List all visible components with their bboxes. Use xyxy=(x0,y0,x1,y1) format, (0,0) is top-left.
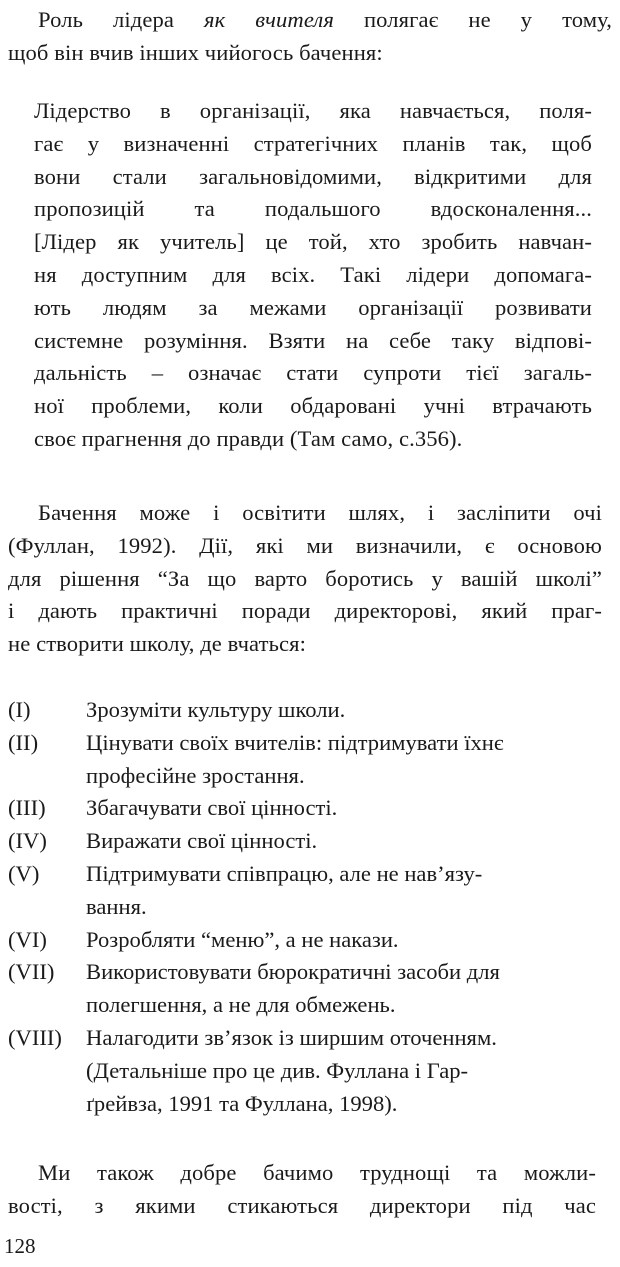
list-item-line: Збагачувати свої цінності. xyxy=(86,795,338,821)
intro-paragraph xyxy=(8,4,612,70)
list-item-number: (IV) xyxy=(8,828,47,854)
list-item-line: Цінувати своїх вчителів: підтримувати їхнє xyxy=(86,729,504,755)
list-item-number: (III) xyxy=(8,795,46,821)
list-item-number: (VII) xyxy=(8,959,55,985)
vision-paragraph xyxy=(8,497,602,661)
quote-line: [Лідер як учитель] це той, хто зробить навчан- xyxy=(34,229,592,255)
quote-line: ють людям за межами організації розвивати xyxy=(34,294,592,320)
list-item xyxy=(8,792,608,825)
quote-line: Лідерство в організації, яка навчається, поля- xyxy=(34,98,592,123)
vision-line: не створити школу, де вчаться: xyxy=(8,631,306,657)
list-item-text xyxy=(86,858,608,924)
intro-line-2: щоб він вчив інших чийогось бачення: xyxy=(8,39,383,65)
intro-line-1 xyxy=(8,4,612,37)
quote-line: дальність – означає стати супроти тієї загаль- xyxy=(34,360,592,386)
outro-line: Ми також добре бачимо труднощі та можли- xyxy=(38,1160,596,1185)
list-item-text xyxy=(86,924,608,957)
list-item-number: (II) xyxy=(8,729,39,755)
list-item-line: Використовувати бюрократичні засоби для xyxy=(86,959,500,985)
list-item-line: професійне зростання. xyxy=(86,762,305,788)
vision-line: (Фуллан, 1992). Дії, які ми визначили, є основою xyxy=(8,532,602,558)
list-item-line: Налагодити зв’язок із ширшим оточенням. xyxy=(86,1024,497,1050)
list-item xyxy=(8,924,608,957)
intro-text: Роль xyxy=(38,7,113,32)
list-item-line: Зрозуміти культуру школи. xyxy=(86,697,346,722)
intro-text: лідера xyxy=(112,7,204,32)
quote-line: гає у визначенні стратегічних планів так, щоб xyxy=(34,130,592,156)
list-item xyxy=(8,825,608,858)
list-item xyxy=(8,727,608,793)
list-item-number: (V) xyxy=(8,860,40,886)
closing-paragraph xyxy=(8,1157,596,1223)
vision-line: Бачення може і освітити шлях, і засліпити очі xyxy=(38,500,602,525)
block-quote xyxy=(34,95,592,456)
list-item xyxy=(8,694,608,727)
list-item-line: ґрейвза, 1991 та Фуллана, 1998). xyxy=(86,1090,398,1116)
list-item-text xyxy=(86,792,608,825)
quote-line: ня доступним для всіх. Такі лідери допомага- xyxy=(34,261,592,287)
list-item-line: (Детальніше про це див. Фуллана і Гар- xyxy=(86,1057,469,1083)
list-item-text xyxy=(86,825,608,858)
list-item-line: Розробляти “меню”, а не накази. xyxy=(86,926,399,952)
list-item-number: (I) xyxy=(8,697,31,722)
quote-line: ної проблеми, коли обдаровані учні втрачають xyxy=(34,393,592,419)
vision-line: і дають практичні поради директорові, який праг- xyxy=(8,598,602,624)
list-item-text xyxy=(86,694,608,727)
list-item-line: Виражати свої цінності. xyxy=(86,828,318,854)
list-item-line: Підтримувати співпрацю, але не нав’язу- xyxy=(86,860,483,886)
list-item xyxy=(8,1022,608,1120)
numbered-list xyxy=(8,694,608,1120)
quote-line: своє прагнення до правди (Там само, с.356). xyxy=(34,425,463,451)
list-item-line: вання. xyxy=(86,893,147,919)
quote-line: вони стали загальновідомими, відкритими для xyxy=(34,163,592,189)
list-item-text xyxy=(86,956,608,1022)
list-item xyxy=(8,858,608,924)
list-item-line: полегшення, а не для обмежень. xyxy=(86,992,396,1018)
list-item-number: (VIII) xyxy=(8,1024,62,1050)
emphasis-teacher: як вчителя xyxy=(203,7,334,32)
list-item-text xyxy=(86,727,608,793)
list-item-text xyxy=(86,1022,608,1120)
list-item xyxy=(8,956,608,1022)
quote-line: пропозицій та подальшого вдосконалення... xyxy=(34,196,592,222)
outro-line: вості, з якими стикаються директори під час xyxy=(8,1192,596,1218)
quote-line: системне розуміння. Взяти на себе таку відпові- xyxy=(34,327,592,353)
page-number: 128 xyxy=(4,1234,36,1258)
vision-line: для рішення “За що варто боротись у вашій школі” xyxy=(8,565,602,591)
intro-text: полягає не у тому, xyxy=(333,7,612,32)
list-item-number: (VI) xyxy=(8,926,47,952)
